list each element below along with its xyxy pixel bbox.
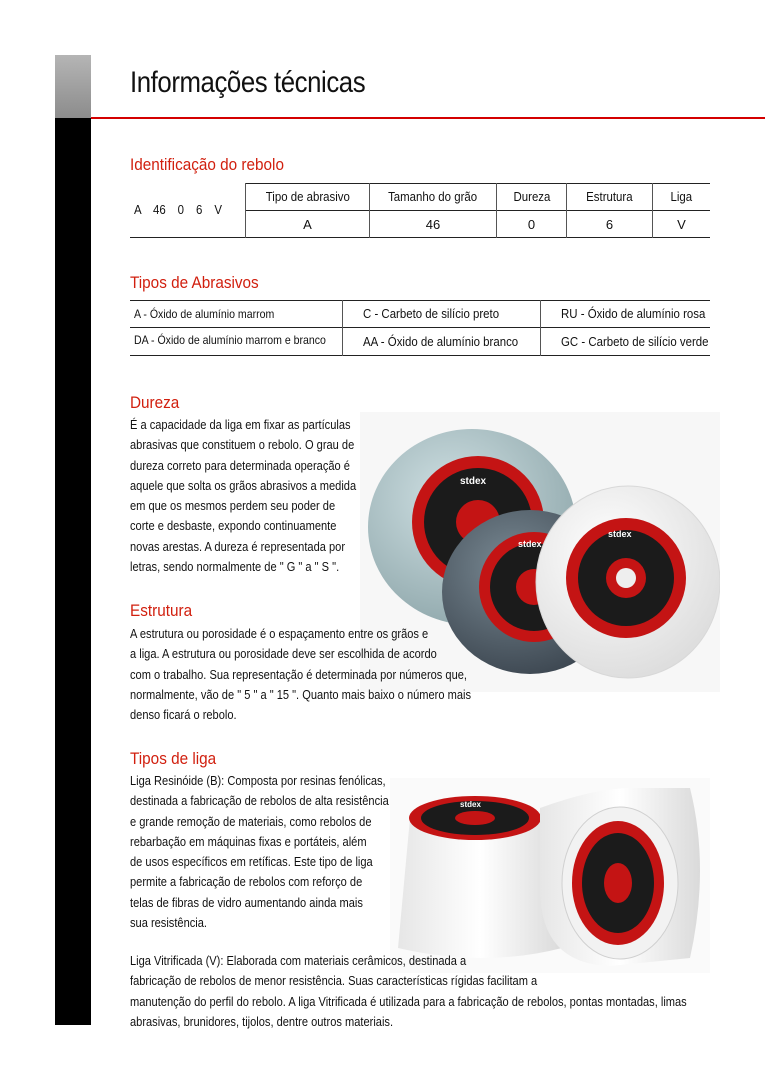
abrasives-table bbox=[130, 300, 710, 356]
brand-logo: stdex bbox=[608, 529, 632, 539]
title-rule bbox=[91, 117, 765, 119]
abrasive-item: RU - Óxido de alumínio rosa bbox=[561, 306, 706, 321]
heading-dureza: Dureza bbox=[130, 393, 180, 412]
estrutura-text: A estrutura ou porosidade é o espaçamento entre os grãos e a liga. A estrutura ou porosidade deve ser escolhida de acordo com o trabalho. Sua representação é determinada por números que, normalmente, vão de " 5 " a " 15 ". Quanto mais baixo o número mais denso ficará o rebolo. bbox=[130, 627, 471, 723]
cup-wheels-photo bbox=[390, 778, 710, 973]
dureza-text: É a capacidade da liga em fixar as partículas abrasivas que constituem o rebolo. O grau de dureza correto para determinada operação é aquele que solta os grãos abrasivos a medida em que os mesmos perdem seu poder de corte e desbaste, expondo continuamente novas arestas. A dureza é representada por letras, sendo normalmente de " G " a " S ". bbox=[130, 418, 357, 575]
heading-identificacao: Identificação do rebolo bbox=[130, 155, 284, 174]
table-divider bbox=[342, 300, 343, 356]
table-rule bbox=[245, 183, 710, 184]
vitrificada-text: Liga Vitrificada (V): Elaborada com materiais cerâmicos, destinada a fabricação de rebolos de menor resistência. Suas características rígidas facilitam a manutenção do perfil do rebolo. A liga Vitrificada é utilizada para a fabricação de rebolos, pontas montadas, limas abrasivas, brunidores, tijolos, dentre outros materiais. bbox=[130, 954, 687, 1029]
table-rule bbox=[130, 300, 710, 301]
wheel-code: A 46 0 6 V bbox=[134, 202, 222, 217]
header-dureza: Dureza bbox=[513, 189, 550, 204]
table-rule bbox=[130, 327, 710, 328]
brand-logo: stdex bbox=[460, 476, 487, 487]
value-liga: V bbox=[677, 217, 686, 232]
abrasive-item: DA - Óxido de alumínio marrom e branco bbox=[134, 333, 326, 347]
brand-logo: stdex bbox=[518, 539, 542, 549]
table-rule bbox=[130, 237, 710, 238]
value-tipo-abrasivo: A bbox=[303, 217, 312, 232]
abrasive-item: GC - Carbeto de silício verde bbox=[561, 334, 709, 349]
abrasive-item: AA - Óxido de alumínio branco bbox=[363, 334, 519, 349]
value-dureza: 0 bbox=[527, 217, 536, 232]
heading-tipos-liga: Tipos de liga bbox=[130, 749, 217, 768]
header-tamanho-grao: Tamanho do grão bbox=[388, 189, 478, 204]
abrasive-item: C - Carbeto de silício preto bbox=[363, 306, 500, 321]
table-divider bbox=[540, 300, 541, 356]
header-tipo-abrasivo: Tipo de abrasivo bbox=[265, 189, 350, 204]
table-rule bbox=[130, 355, 710, 356]
value-tamanho-grao: 46 bbox=[425, 217, 441, 232]
identification-table bbox=[130, 183, 710, 238]
page-title: Informações técnicas bbox=[130, 66, 366, 99]
abrasive-item: A - Óxido de alumínio marrom bbox=[134, 307, 275, 321]
resinoide-text: Liga Resinóide (B): Composta por resinas fenólicas, destinada a fabricação de rebolos de alta resistência e grande remoção de materiais, como rebolos de rebarbação em máquinas fixas e portáteis, além de usos específicos em retíficas. Este tipo de liga permite a fabricação de rebolos com reforço de telas de fibras de vidro aumentando ainda mais sua resistência. bbox=[130, 774, 389, 931]
side-bar-tab bbox=[55, 55, 91, 118]
side-bar bbox=[55, 55, 91, 1025]
header-estrutura: Estrutura bbox=[586, 189, 633, 204]
heading-tipos-abrasivos: Tipos de Abrasivos bbox=[130, 273, 259, 292]
heading-estrutura: Estrutura bbox=[130, 601, 193, 620]
header-liga: Liga bbox=[670, 189, 693, 204]
value-estrutura: 6 bbox=[605, 217, 614, 232]
brand-logo: stdex bbox=[460, 800, 481, 809]
table-rule bbox=[245, 210, 710, 211]
